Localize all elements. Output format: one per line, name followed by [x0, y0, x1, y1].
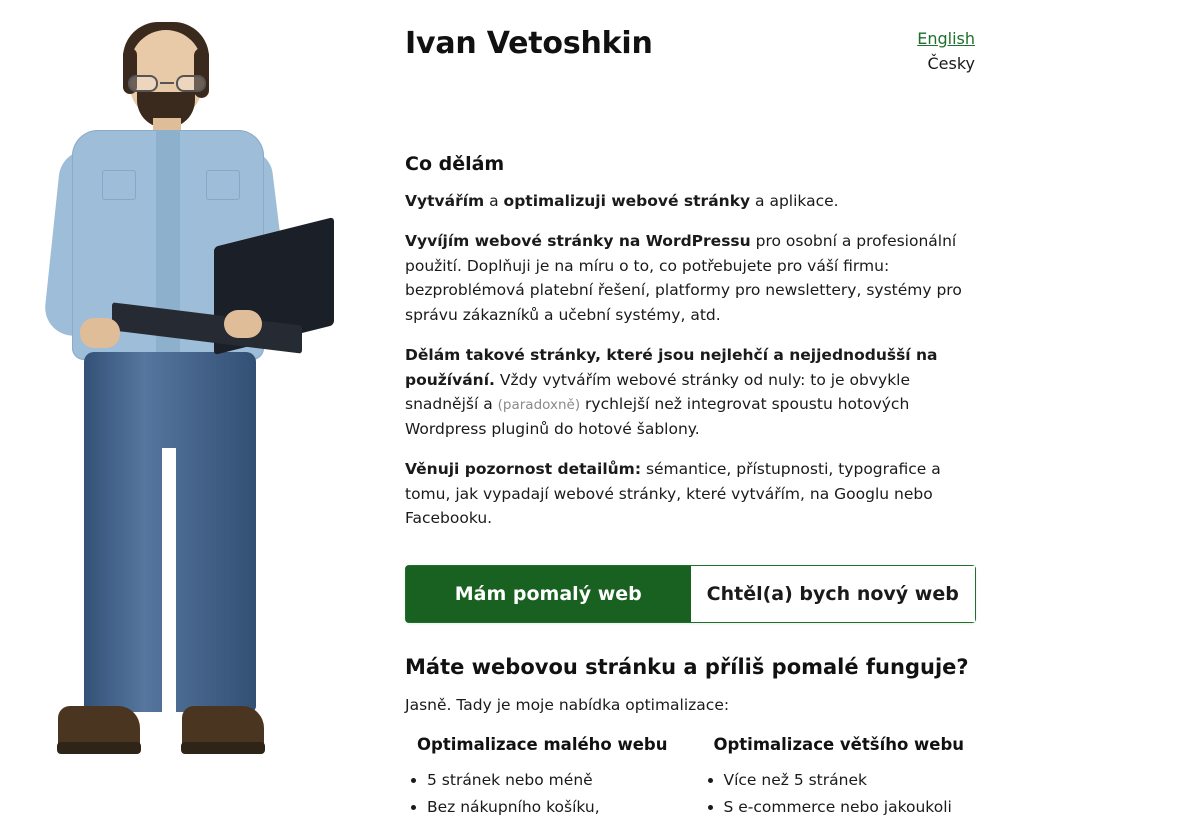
- paragraph-creating: [405, 189, 975, 213]
- paragraph-simplicity-bold: Dělám takové stránky, které jsou nejlehčí a nejjednodušší na používání.: [405, 346, 938, 389]
- offer-column-small: [405, 735, 680, 822]
- man-with-laptop-photo: [10, 18, 380, 783]
- paragraph-wordpress-rest: pro osobní a profesionální použití. Doplňuji je na míru o to, co potřebujete pro váší firmu: bezproblémová platební řešení, platformy pro newslettery, systémy pro správu zákazníků a učební systémy, atd.: [405, 232, 962, 324]
- list-item: • 5 stránek nebo méně: [427, 768, 680, 793]
- tab-new-website[interactable]: Chtěl(a) bych nový web: [691, 566, 976, 622]
- offer-columns: [405, 735, 976, 822]
- photo-shoe-sole-right: [181, 742, 265, 754]
- paragraph-simplicity-rest: Vždy vytvářím webové stránky od nuly: to je obvykle snadnější a: [405, 370, 911, 414]
- paragraph-details: [405, 457, 975, 530]
- photo-shoe-sole-left: [57, 742, 141, 754]
- offer-column-large: [702, 735, 977, 822]
- list-item: • Bez nákupního košíku,: [427, 795, 680, 820]
- list-item: • Více než 5 stránek: [724, 768, 977, 793]
- paragraph-creating-bold-1: Vytvářím: [405, 192, 485, 210]
- offer-column-small-title: Optimalizace malého webu: [417, 734, 668, 754]
- offer-column-large-list: [702, 768, 977, 820]
- content-column: [405, 0, 1200, 816]
- offer-lead: Jasně. Tady je moje nabídka optimalizace:: [405, 695, 730, 714]
- paragraph-wordpress-bold: Vyvíjím webové stránky na WordPressu: [405, 232, 751, 251]
- paragraph-details-rest: sémantice, přístupnosti, typografice a tomu, jak vypadají webové stránky, které vytvářím, na Googlu nebo Facebooku.: [405, 460, 941, 528]
- glasses-icon: [128, 75, 206, 92]
- section-heading-what-i-do: Co dělám: [405, 153, 505, 175]
- paragraph-details-bold: Věnuji pozornost detailům:: [405, 460, 642, 479]
- offer-heading: Máte webovou stránku a příliš pomalé funguje?: [405, 654, 969, 679]
- list-item: • S e-commerce nebo jakoukoli: [724, 795, 977, 820]
- photo-shirt-pocket-right: [206, 170, 240, 200]
- language-option-czech[interactable]: Česky: [927, 54, 975, 74]
- language-switcher: [917, 26, 975, 77]
- language-option-english[interactable]: [917, 26, 975, 51]
- page-title: Ivan Vetoshkin: [405, 26, 653, 61]
- paragraph-creating-mid: a: [484, 192, 504, 210]
- paragraph-creating-bold-2: optimalizuji webové stránky: [503, 192, 751, 210]
- tab-slow-website[interactable]: Mám pomalý web: [406, 566, 691, 622]
- offer-column-small-list: [405, 768, 680, 820]
- photo-leg-gap: [162, 448, 176, 712]
- paragraph-wordpress: [405, 229, 975, 327]
- paragraph-simplicity: [405, 343, 975, 441]
- photo-hand-right: [224, 310, 262, 338]
- photo-hand-left: [80, 318, 120, 348]
- photo-column: [0, 0, 390, 800]
- offer-column-large-title: Optimalizace většího webu: [713, 734, 965, 754]
- offer-tabs: [405, 565, 976, 623]
- photo-shirt-pocket-left: [102, 170, 136, 200]
- language-link-english[interactable]: English: [917, 29, 975, 48]
- paragraph-creating-rest: a aplikace.: [750, 192, 839, 210]
- paragraph-simplicity-muted: (paradoxně): [497, 397, 581, 414]
- paragraph-simplicity-tail: rychlejší než integrovat spoustu hotových Wordpress pluginů do hotové šablony.: [405, 395, 910, 438]
